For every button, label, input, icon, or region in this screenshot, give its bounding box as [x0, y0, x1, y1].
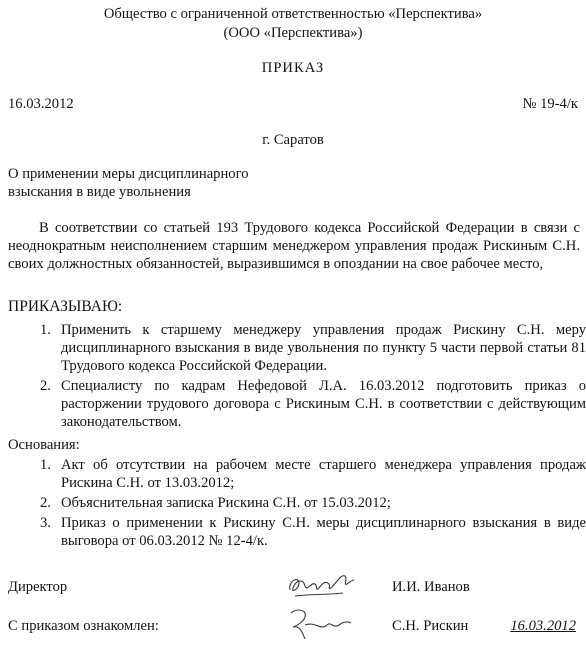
- director-signature: [285, 568, 357, 602]
- acknowledgement-date: 16.03.2012: [510, 618, 576, 634]
- preamble-paragraph: В соответствии со статьей 193 Трудового кодекса Российской Федерации в связи с неоднократным неисполнением старшим менеджером управления продаж Рискиным С.Н. своих должностных обязанностей, выразившимся в опоздании на свое рабочее место,: [8, 220, 580, 272]
- subject-line-1: О применении меры дисциплинарного: [8, 166, 249, 182]
- list-item-text: Объяснительная записка Рискина С.Н. от 15.03.2012;: [61, 495, 391, 511]
- subject-line-2: взыскания в виде увольнения: [8, 184, 191, 200]
- order-number: № 19-4/к: [522, 96, 578, 112]
- grounds-list: [6, 456, 586, 552]
- list-item-number: 2.: [40, 378, 51, 394]
- order-keyword: ПРИКАЗЫВАЮ:: [8, 298, 123, 315]
- list-item-number: 3.: [40, 515, 51, 531]
- list-item: [6, 321, 586, 375]
- acknowledgement-label: С приказом ознакомлен:: [8, 618, 159, 634]
- city: г. Саратов: [262, 132, 324, 148]
- employee-name: С.Н. Рискин: [392, 618, 469, 634]
- list-item: [6, 494, 586, 512]
- list-item-text: Акт об отсутствии на рабочем месте старшего менеджера управления продаж Рискина С.Н. от 13.03.2012;: [61, 457, 586, 491]
- employee-signature: [285, 603, 355, 643]
- list-item-number: 1.: [40, 457, 51, 473]
- grounds-label: Основания:: [8, 437, 80, 453]
- list-item-text: Применить к старшему менеджеру управления продаж Рискину С.Н. меру дисциплинарного взыскания в виде увольнения по пункту 5 части первой статьи 81 Трудового кодекса Российской Федерации.: [61, 322, 586, 374]
- list-item: [6, 514, 586, 550]
- organization-short-name: (ООО «Перспектива»): [223, 25, 363, 41]
- list-item: [6, 377, 586, 431]
- document-title: ПРИКАЗ: [261, 60, 325, 76]
- list-item-number: 2.: [40, 495, 51, 511]
- organization-name: Общество с ограниченной ответственностью «Перспектива»: [103, 6, 483, 22]
- director-label: Директор: [8, 579, 68, 595]
- order-date: 16.03.2012: [8, 96, 74, 112]
- list-item-number: 1.: [40, 322, 51, 338]
- list-item-text: Приказ о применении к Рискину С.Н. меры дисциплинарного взыскания в виде выговора от 06.03.2012 № 12-4/к.: [61, 515, 586, 549]
- orders-list: [6, 321, 586, 433]
- director-name: И.И. Иванов: [392, 579, 470, 595]
- list-item-text: Специалисту по кадрам Нефедовой Л.А. 16.03.2012 подготовить приказ о расторжении трудового договора с Рискиным С.Н. в соответствии с действующим законодательством.: [61, 378, 586, 430]
- list-item: [6, 456, 586, 492]
